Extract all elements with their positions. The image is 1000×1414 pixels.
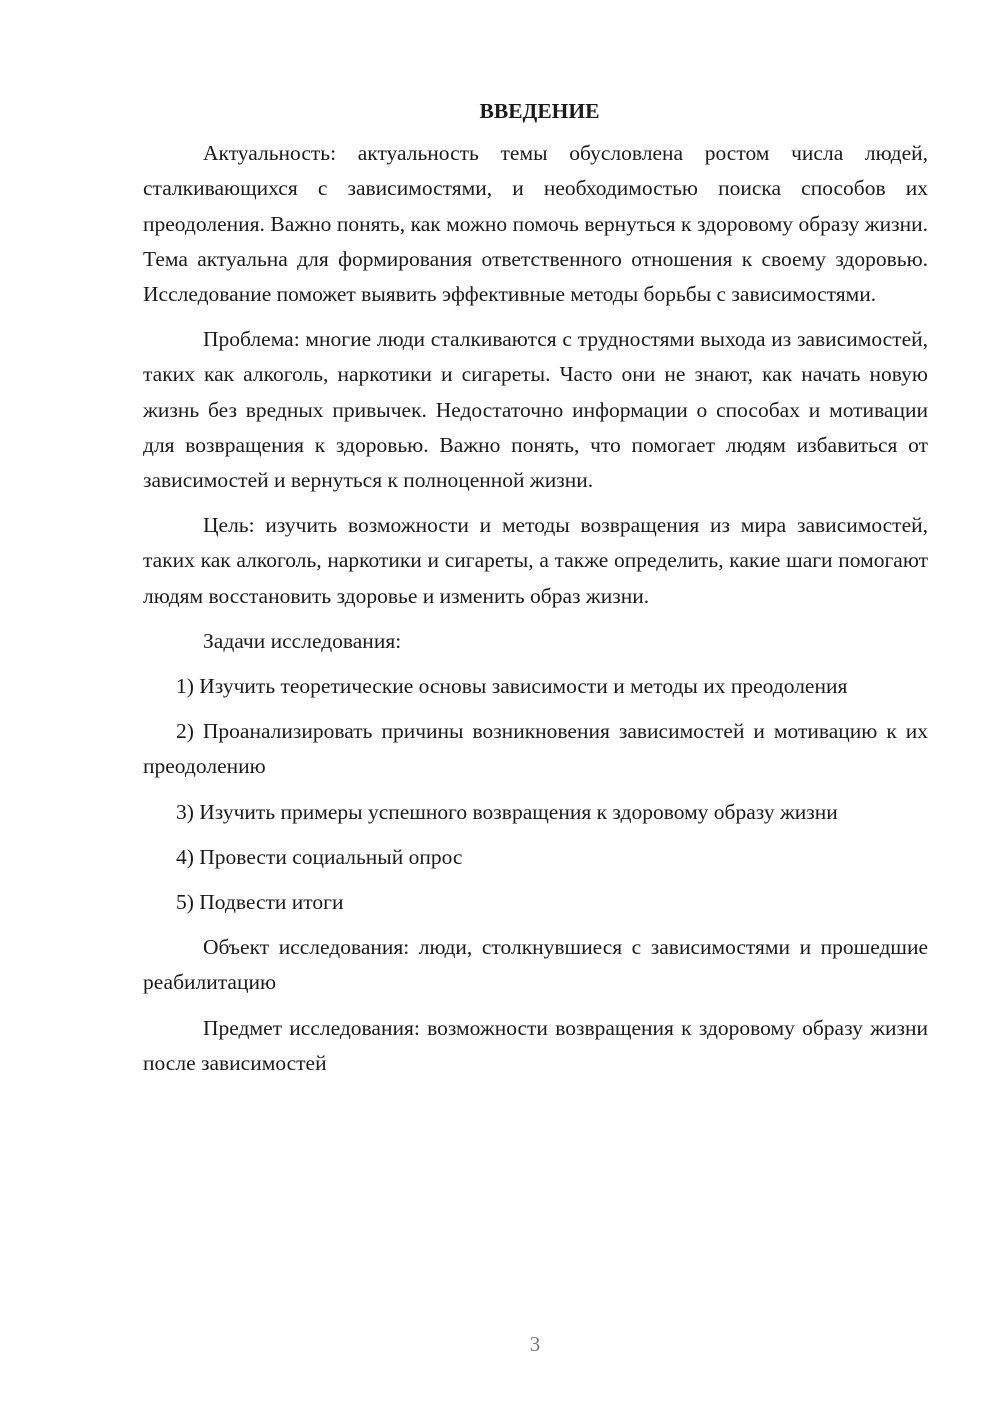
- page-number: 3: [529, 1332, 541, 1356]
- paragraph-object: Объект исследования: люди, столкнувшиеся с зависимостями и прошедшие реабилитацию: [143, 935, 928, 995]
- paragraph-goal: Цель: изучить возможности и методы возвращения из мира зависимостей, таких как алкоголь, наркотики и сигареты, а также определить, какие шаги помогают людям восстановить здоровье и изменить образ жизни.: [143, 513, 928, 608]
- section-title: ВВЕДЕНИЕ: [479, 99, 600, 123]
- tasks-heading: Задачи исследования:: [203, 628, 402, 653]
- paragraph-relevance: Актуальность: актуальность темы обусловлена ростом числа людей, сталкивающихся с зависимостями, и необходимостью поиска способов их преодоления. Важно понять, как можно помочь вернуться к здоровому образу жизни. Тема актуальна для формирования ответственного отношения к своему здоровью. Исследование поможет выявить эффективные методы борьбы с зависимостями.: [143, 141, 928, 307]
- task-item-4: 4) Провести социальный опрос: [176, 844, 463, 869]
- tasks-list: [143, 669, 928, 920]
- paragraph-problem: Проблема: многие люди сталкиваются с трудностями выхода из зависимостей, таких как алкоголь, наркотики и сигареты. Часто они не знают, как начать новую жизнь без вредных привычек. Недостаточно информации о способах и мотивации для возвращения к здоровью. Важно понять, что помогает людям избавиться от зависимостей и вернуться к полноценной жизни.: [143, 327, 928, 493]
- task-item-2: 2) Проанализировать причины возникновения зависимостей и мотивацию к их преодолению: [143, 719, 928, 779]
- task-item-3: 3) Изучить примеры успешного возвращения к здоровому образу жизни: [176, 799, 838, 824]
- page-content: [143, 94, 928, 1091]
- paragraph-subject: Предмет исследования: возможности возвращения к здоровому образу жизни после зависимостей: [143, 1015, 928, 1075]
- task-item-5: 5) Подвести итоги: [176, 890, 344, 915]
- task-item-1: 1) Изучить теоретические основы зависимости и методы их преодоления: [176, 674, 848, 699]
